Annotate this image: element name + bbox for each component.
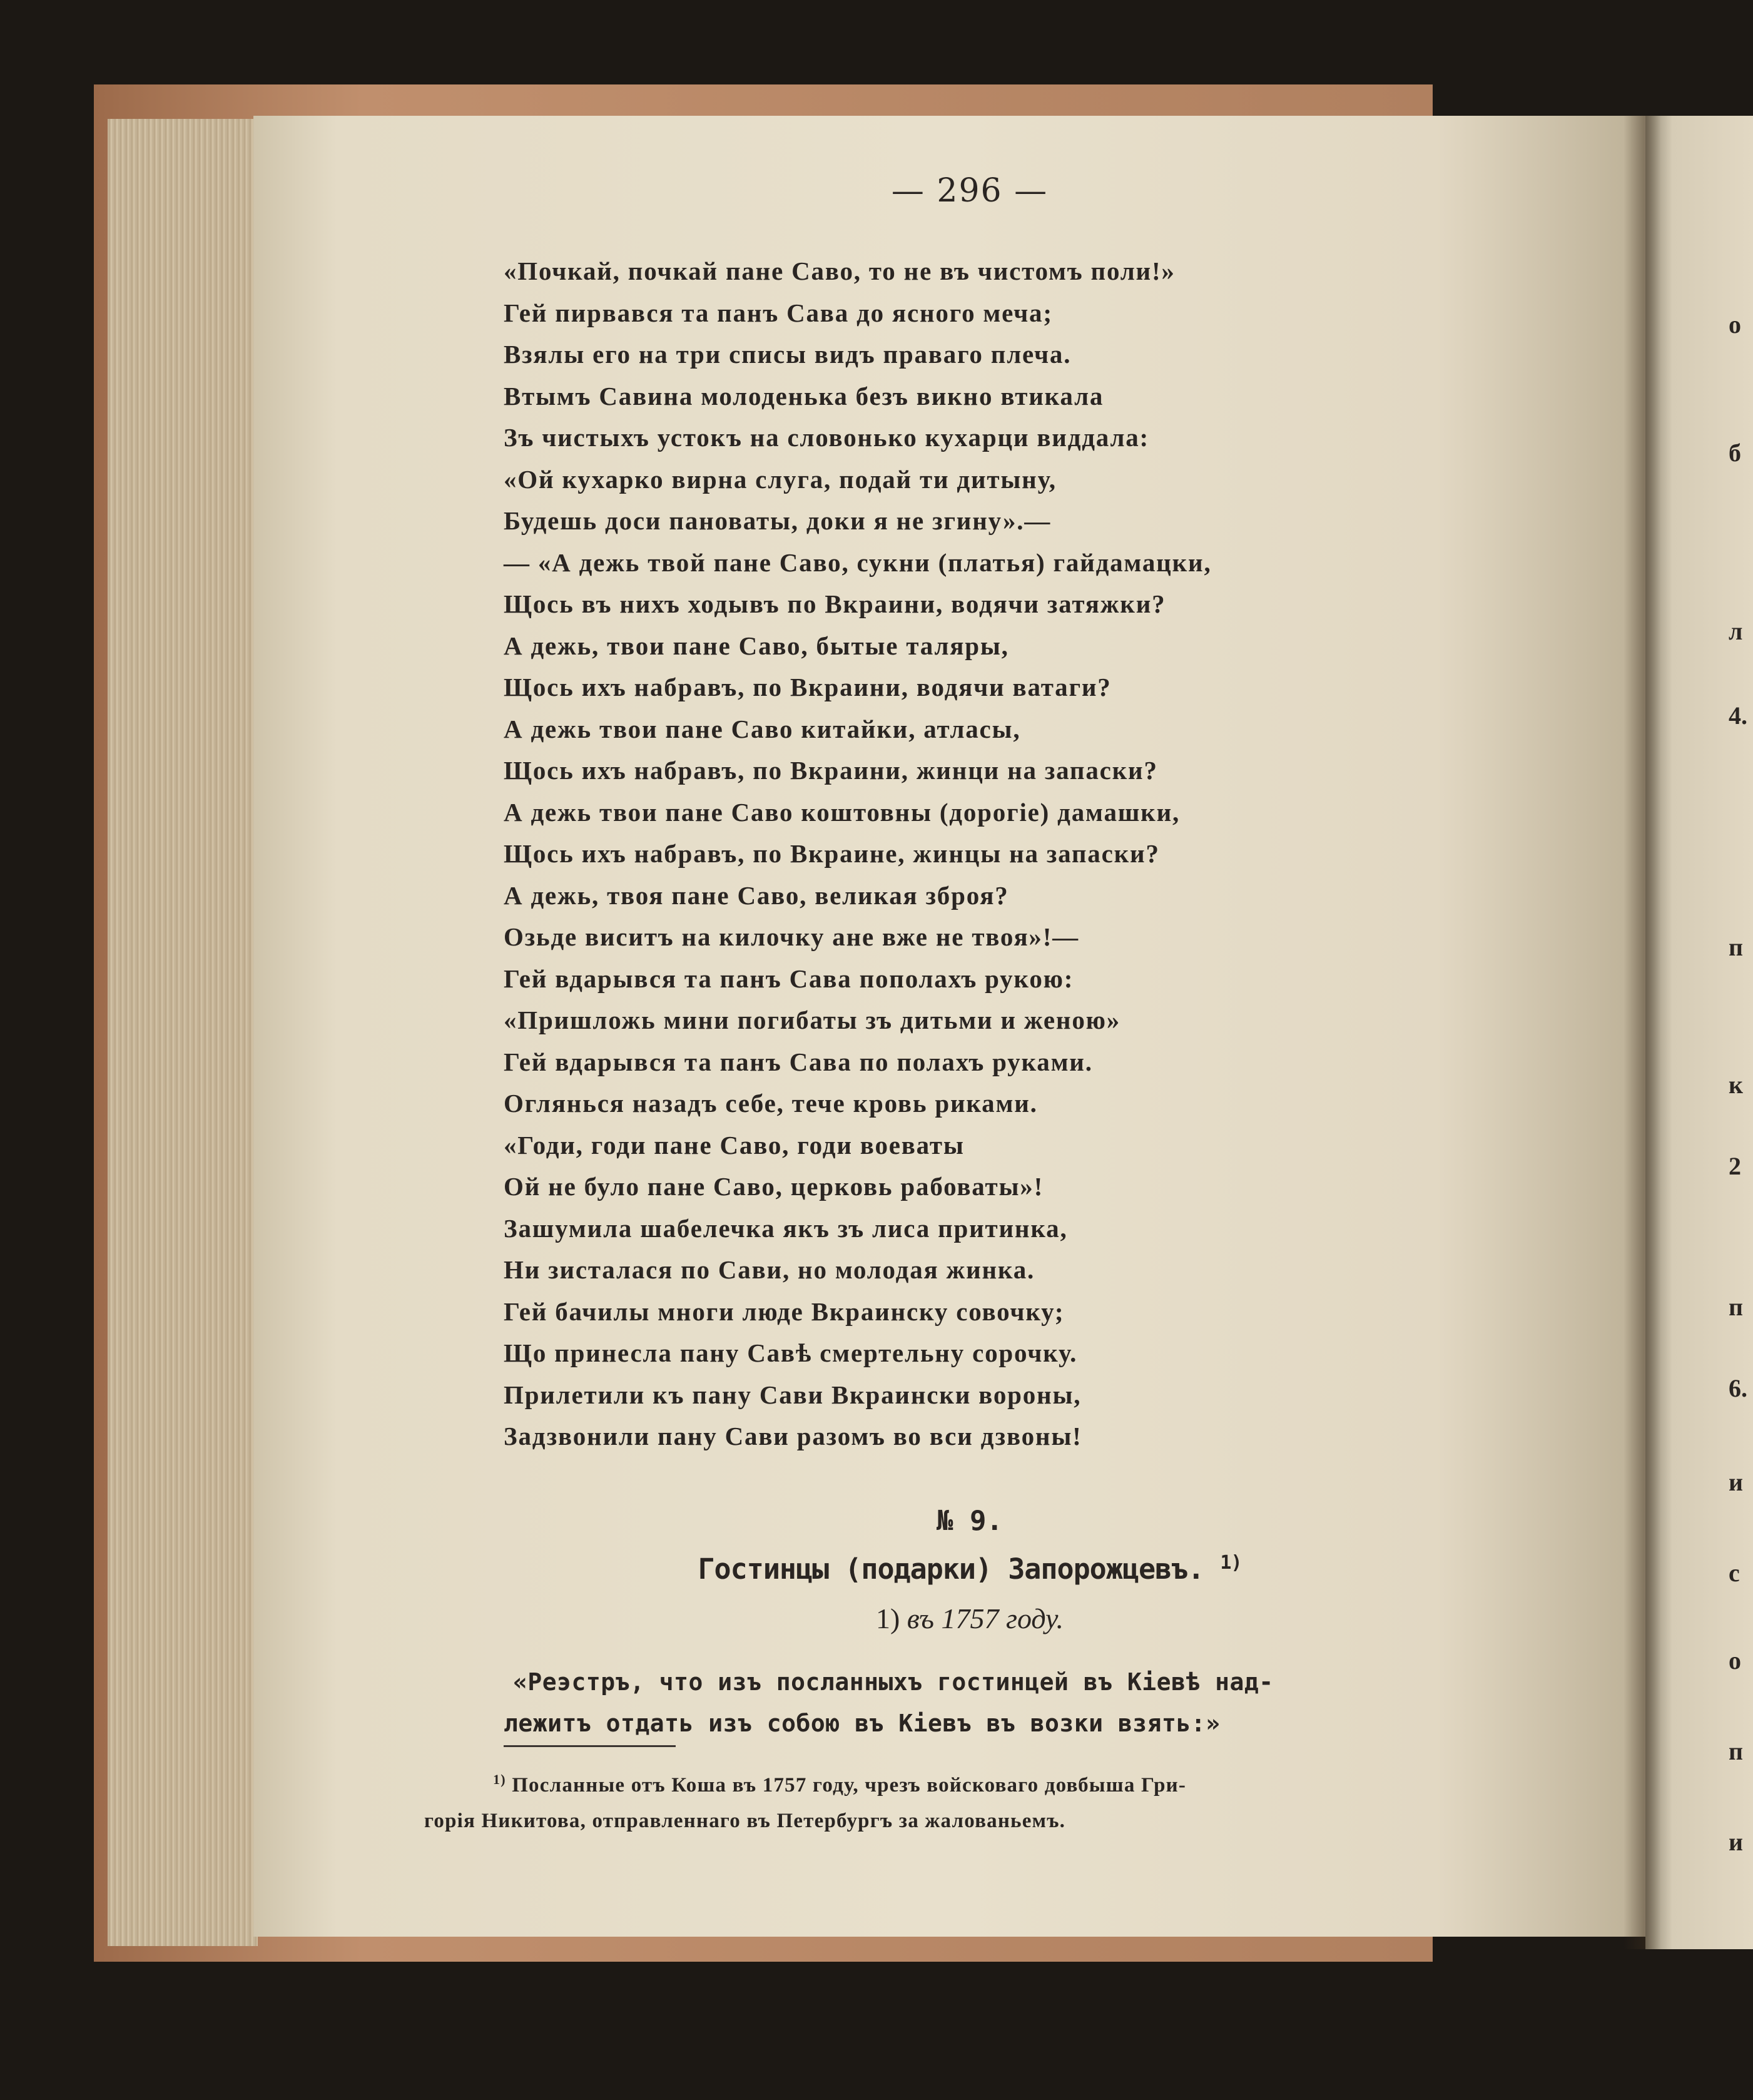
right-margin-fragment: л <box>1729 617 1743 645</box>
footnote-divider <box>504 1745 676 1747</box>
register-paragraph <box>504 1661 1489 1744</box>
verse-line: Щось ихъ набравъ, по Вкраини, жинци на запаски? <box>504 756 1158 785</box>
right-margin-fragment: п <box>1729 1293 1744 1321</box>
verse-line: Взялы его на три списы видъ праваго плеча. <box>504 340 1072 369</box>
footnote <box>424 1761 1494 1839</box>
verse-line: Будешь доси пановаты, доки я не згину».— <box>504 506 1052 535</box>
right-margin-fragment: и <box>1729 1828 1744 1856</box>
verse-line: Оглянься назадъ себе, тече кровь риками. <box>504 1089 1038 1118</box>
verse-line: Щось ихъ набравъ, по Вкраине, жинцы на запаски? <box>504 839 1160 868</box>
verse-line: А дежь твои пане Саво коштовны (дорогіе) дамашки, <box>504 797 1181 827</box>
footnote-marker: 1) <box>493 1771 506 1787</box>
paragraph-line: лежитъ отдать изъ собою въ Кіевъ въ возки взять:» <box>504 1710 1221 1737</box>
verse-line: Зъ чистыхъ устокъ на словонько кухарци виддала: <box>504 423 1150 452</box>
verse-line: Прилетили къ пану Сави Вкраински вороны, <box>504 1380 1082 1409</box>
right-margin-fragment: о <box>1729 310 1741 339</box>
section-title-note: 1) <box>1220 1552 1242 1574</box>
verse-line: Гей вдарывся та панъ Сава по полахъ руками. <box>504 1047 1093 1076</box>
verse-line: Гей бачилы многи люде Вкраинску совочку; <box>504 1297 1065 1326</box>
verse-line: «Годи, годи пане Саво, годи воеваты <box>504 1130 965 1160</box>
verse-line: Втымъ Савина молоденька безъ викно втикала <box>504 381 1104 410</box>
right-margin-fragment: 2 <box>1729 1152 1741 1180</box>
verse-line: А дежь, твоя пане Саво, великая зброя? <box>504 880 1009 910</box>
right-margin-fragment: 6. <box>1729 1374 1747 1402</box>
right-margin-fragment: к <box>1729 1071 1744 1099</box>
subtitle-text: въ 1757 году. <box>907 1603 1064 1634</box>
footnote-text: Посланные отъ Коша въ 1757 году, чрезъ войсковаго довбыша Гри- <box>512 1774 1187 1797</box>
right-margin-fragment: 4. <box>1729 701 1747 730</box>
right-margin-fragment: и <box>1729 1468 1744 1496</box>
section-title-text: Гостинцы (подарки) Запорожцевъ. <box>698 1552 1204 1586</box>
verse-line: Озьде виситъ на килочку ане вже не твоя»!— <box>504 922 1079 951</box>
right-margin-fragment: б <box>1729 439 1741 467</box>
verse-line: А дежь твои пане Саво китайки, атласы, <box>504 714 1021 743</box>
verse-line: Задзвонили пану Сави разомъ во вси дзвоны! <box>504 1422 1082 1450</box>
verse-line: Гей пирвався та панъ Сава до ясного меча; <box>504 298 1053 327</box>
section-title <box>563 1552 1376 1586</box>
verse-line: «Почкай, почкай пане Саво, то не въ чистомъ поли!» <box>504 257 1176 285</box>
verse-line: — «А дежь твой пане Саво, сукни (платья) гайдамацки, <box>504 548 1212 577</box>
right-margin-fragment: о <box>1729 1646 1741 1674</box>
verse-line: Ой не було пане Саво, церковь рабоваты»! <box>504 1172 1044 1201</box>
section-subtitle <box>688 1602 1251 1635</box>
verse-line: Що принесла пану Савѣ смертельну сорочку. <box>504 1338 1078 1367</box>
page-number: — 296 — <box>891 172 1049 210</box>
right-margin-fragment: п <box>1729 933 1744 961</box>
verse-line: «Ой кухарко вирна слуга, подай ти дитыну, <box>504 464 1057 494</box>
verse-line: Гей вдарывся та панъ Сава пополахъ рукою: <box>504 964 1074 993</box>
verse-line: А дежь, твои пане Саво, бытые таляры, <box>504 631 1009 660</box>
subtitle-number: 1) <box>875 1603 900 1634</box>
footnote-line <box>424 1761 1494 1803</box>
verse-line: Щось въ нихъ ходывъ по Вкраини, водячи затяжки? <box>504 589 1166 618</box>
verse-line: «Пришложь мини погибаты зъ дитьми и женою» <box>504 1006 1121 1034</box>
verse-block <box>504 250 1505 1457</box>
footnote-line: горія Никитова, отправленнаго въ Петербургъ за жалованьемъ. <box>424 1810 1066 1832</box>
paragraph-line: «Реэстръ, что изъ посланныхъ гостинцей въ Кіевѣ над- <box>513 1668 1274 1696</box>
verse-line: Зашумила шабелечка якъ зъ лиса притинка, <box>504 1213 1068 1243</box>
section-number: № 9. <box>937 1505 1003 1537</box>
right-margin-fragment: п <box>1729 1737 1744 1765</box>
book-gutter <box>1623 116 1661 1949</box>
right-margin-fragment: с <box>1729 1559 1740 1587</box>
verse-line: Щось ихъ набравъ, по Вкраини, водячи ватаги? <box>504 673 1112 701</box>
page-stack-edge <box>108 119 258 1946</box>
verse-line: Ни зисталася по Сави, но молодая жинка. <box>504 1255 1035 1284</box>
